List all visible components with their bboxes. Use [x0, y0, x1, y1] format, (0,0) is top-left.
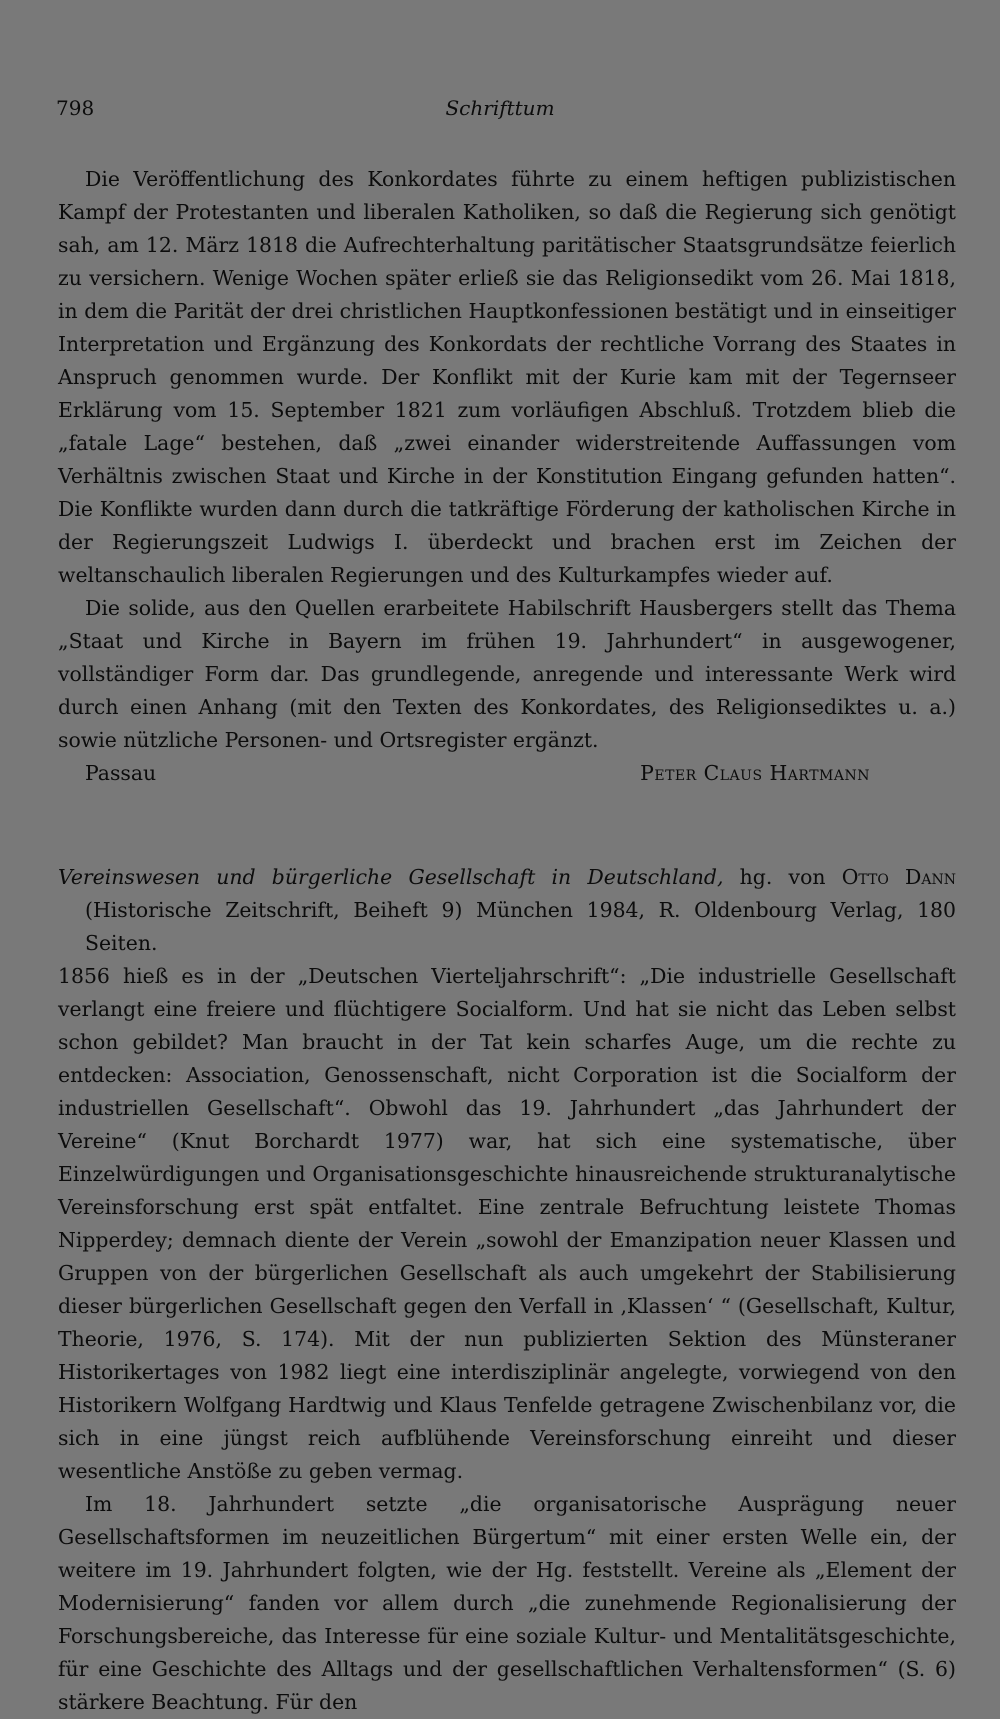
review2-paragraph-1: 1856 hieß es in der „Deutschen Vierteljahrschrift“: „Die industrielle Gesellschaft verlangt eine freiere und flüchtigere Socialform. Und hat sie nicht das Leben selbst schon gebildet? Man braucht in der Tat kein scharfes Auge, um die rechte zu entdecken: Association, Genossenschaft, nicht Corporation ist die Socialform der industriellen Gesellschaft“. Obwohl das 19. Jahrhundert „das Jahrhundert der Vereine“ (Knut Borchardt 1977) war, hat sich eine systematische, über Einzelwürdigungen und Organisationsgeschichte hinausreichende strukturanalytische Vereinsforschung erst spät entfaltet. Eine zentrale Befruchtung leistete Thomas Nipperdey; demnach diente der Verein „sowohl der Emanzipation neuer Klassen und Gruppen von der bürgerlichen Gesellschaft als auch umgekehrt der Stabilisierung dieser bürgerlichen Gesellschaft gegen den Verfall in ‚Klassen‘ “ (Gesellschaft, Kultur, Theorie, 1976, S. 174). Mit der nun publizierten Sektion des Münsteraner Historikertages von 1982 liegt eine interdisziplinär angelegte, vorwiegend von den Historikern Wolfgang Hardtwig und Klaus Tenfelde getragene Zwischenbilanz vor, die sich in eine jüngst reich aufblühende Vereinsforschung einreiht und dieser wesentliche Anstöße zu geben vermag. — [58, 964, 956, 1483]
editor-prefix: hg. von — [723, 865, 842, 889]
book-details: (Historische Zeitschrift, Beiheft 9) München 1984, R. Oldenbourg Verlag, 180 Seiten. — [85, 898, 956, 955]
book-citation — [58, 861, 956, 960]
review2-paragraph-2: Im 18. Jahrhundert setzte „die organisatorische Ausprägung neuer Gesellschaftsformen im neuzeitlichen Bürgertum“ mit einer ersten Welle ein, der weitere im 19. Jahrhundert folgten, wie der Hg. feststellt. Vereine als „Element der Modernisierung“ fanden vor allem durch „die zunehmende Regionalisierung der Forschungsbereiche, das Interesse für eine soziale Kultur- und Mentalitätsgeschichte, für eine Geschichte des Alltags und der gesellschaftlichen Verhaltensformen“ (S. 6) stärkere Beachtung. Für den — [58, 1492, 956, 1714]
review-vereinswesen — [58, 861, 956, 1719]
book-title: Vereinswesen und bürgerliche Gesellschaft in Deutschland, — [58, 865, 724, 889]
review1-paragraph-1: Die Veröffentlichung des Konkordates führte zu einem heftigen publizistischen Kampf der Protestanten und liberalen Katholiken, so daß die Regierung sich genötigt sah, am 12. März 1818 die Aufrechterhaltung paritätischer Staatsgrundsätze feierlich zu versichern. Wenige Wochen später erließ sie das Religionsedikt vom 26. Mai 1818, in dem die Parität der drei christlichen Hauptkonfessionen bestätigt und in einseitiger Interpretation und Ergänzung des Konkordats der rechtliche Vorrang des Staates in Anspruch genommen wurde. Der Konflikt mit der Kurie kam mit der Tegernseer Erklärung vom 15. September 1821 zum vorläufigen Abschluß. Trotzdem blieb die „fatale Lage“ bestehen, daß „zwei einander widerstreitende Auffassungen vom Verhältnis zwischen Staat und Kirche in der Konstitution Eingang gefunden hatten“. Die Konflikte wurden dann durch die tatkräftige Förderung der katholischen Kirche in der Regierungszeit Ludwigs I. überdeckt und brachen erst im Zeichen der weltanschaulich liberalen Regierungen und des Kulturkampfes wieder auf. — [58, 167, 956, 587]
page-header — [56, 96, 944, 126]
page-number: 798 — [56, 96, 95, 120]
reviewer-place: Passau — [85, 761, 157, 785]
review-continuation — [58, 163, 956, 790]
running-title: Schrifttum — [445, 96, 555, 120]
book-editor: Otto Dann — [841, 865, 957, 889]
review-signature — [58, 757, 956, 790]
reviewer-name: Peter Claus Hartmann — [640, 761, 870, 785]
review1-paragraph-2: Die solide, aus den Quellen erarbeitete Habilschrift Hausbergers stellt das Thema „Staat und Kirche in Bayern im frühen 19. Jahrhundert“ in ausgewogener, vollständiger Form dar. Das grundlegende, anregende und interessante Werk wird durch einen Anhang (mit den Texten des Konkordates, des Religionsediktes u. a.) sowie nützliche Personen- und Ortsregister ergänzt. — [58, 596, 956, 752]
